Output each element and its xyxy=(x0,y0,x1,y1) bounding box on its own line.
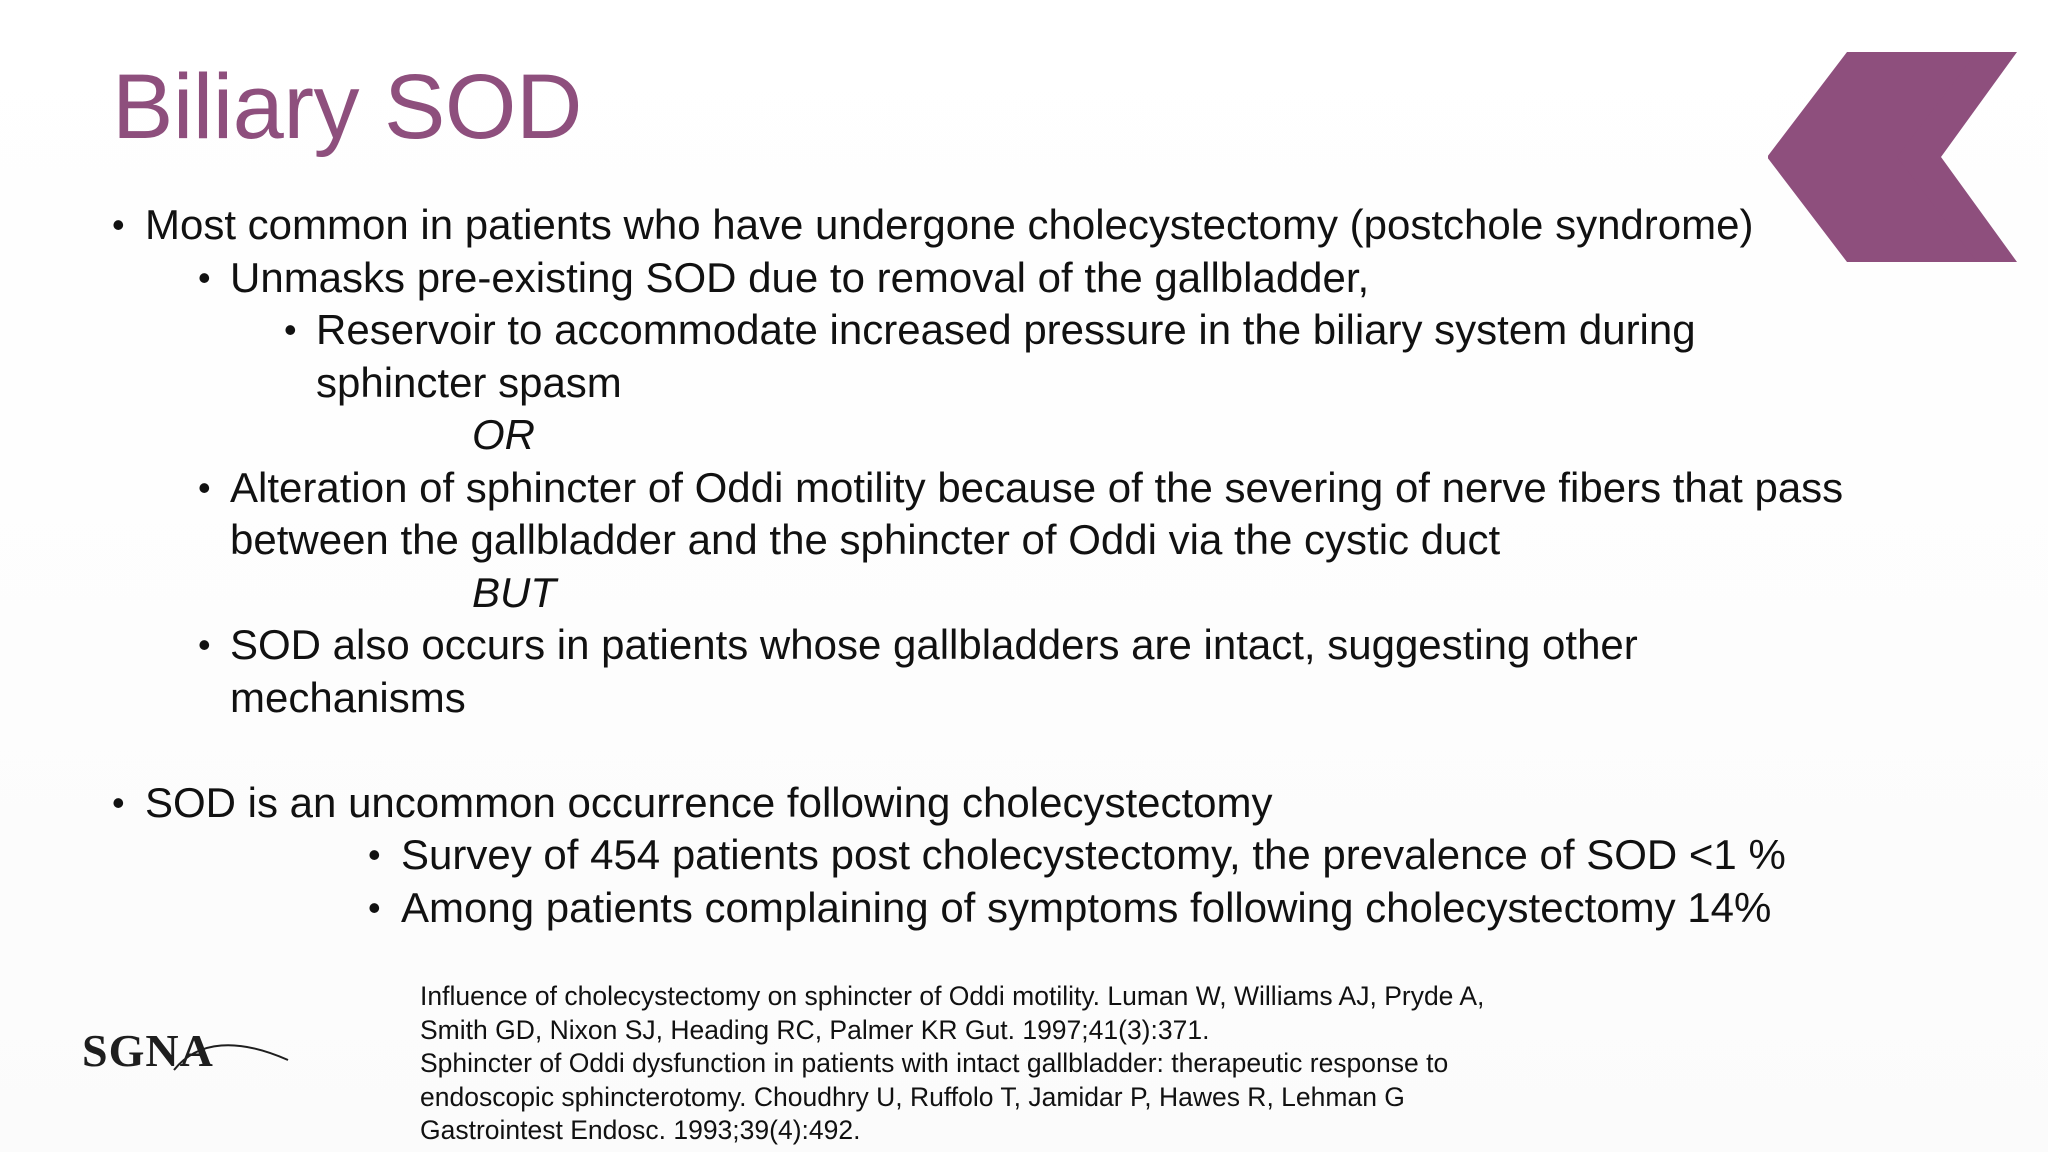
bullet-text: Most common in patients who have undergone cholecystectomy (postchole syndrome) xyxy=(145,201,1754,248)
bullet-text: Alteration of sphincter of Oddi motility because of the severing of nerve fibers that pass xyxy=(230,464,1844,511)
bullet-dot: • xyxy=(368,834,381,875)
logo-text: SGNA xyxy=(82,1025,214,1076)
bullet-dot: • xyxy=(198,624,211,665)
references xyxy=(420,980,1620,1148)
bullet-dot: • xyxy=(198,257,211,298)
sgna-logo xyxy=(78,1020,318,1080)
bullet-dot: • xyxy=(112,204,125,245)
bullet-dot: • xyxy=(368,887,381,928)
bullet-dot: • xyxy=(198,467,211,508)
reference-line: endoscopic sphincterotomy. Choudhry U, Ruffolo T, Jamidar P, Hawes R, Lehman G xyxy=(420,1081,1405,1112)
bullet-text-continued: sphincter spasm xyxy=(316,359,622,406)
bullet-text: Among patients complaining of symptoms following cholecystectomy 14% xyxy=(401,884,1772,931)
reference-line: Smith GD, Nixon SJ, Heading RC, Palmer KR Gut. 1997;41(3):371. xyxy=(420,1014,1210,1045)
bullet-text: Survey of 454 patients post cholecystectomy, the prevalence of SOD <1 % xyxy=(401,831,1786,878)
reference-line: Gastrointest Endosc. 1993;39(4):492. xyxy=(420,1115,861,1145)
reference-line: Influence of cholecystectomy on sphincter of Oddi motility. Luman W, Williams AJ, Pryde A, xyxy=(420,981,1485,1011)
bullet-text-continued: mechanisms xyxy=(230,674,466,721)
bullet-text: SOD is an uncommon occurrence following cholecystectomy xyxy=(145,779,1273,826)
bullet-dot: • xyxy=(284,309,297,350)
connector-or: OR xyxy=(472,411,535,458)
bullet-text-continued: between the gallbladder and the sphincter of Oddi via the cystic duct xyxy=(230,516,1501,563)
bullet-dot: • xyxy=(112,782,125,823)
bullet-text: Reservoir to accommodate increased pressure in the biliary system during xyxy=(316,306,1696,353)
bullet-text: Unmasks pre-existing SOD due to removal of the gallbladder, xyxy=(230,254,1370,301)
double-chevron-left-icon xyxy=(1768,52,2048,262)
reference-line: Sphincter of Oddi dysfunction in patients with intact gallbladder: therapeutic response to xyxy=(420,1048,1449,1078)
bullet-text: SOD also occurs in patients whose gallbladders are intact, suggesting other xyxy=(230,621,1638,668)
connector-but: BUT xyxy=(472,569,556,616)
slide-title: Biliary SOD xyxy=(112,56,582,158)
